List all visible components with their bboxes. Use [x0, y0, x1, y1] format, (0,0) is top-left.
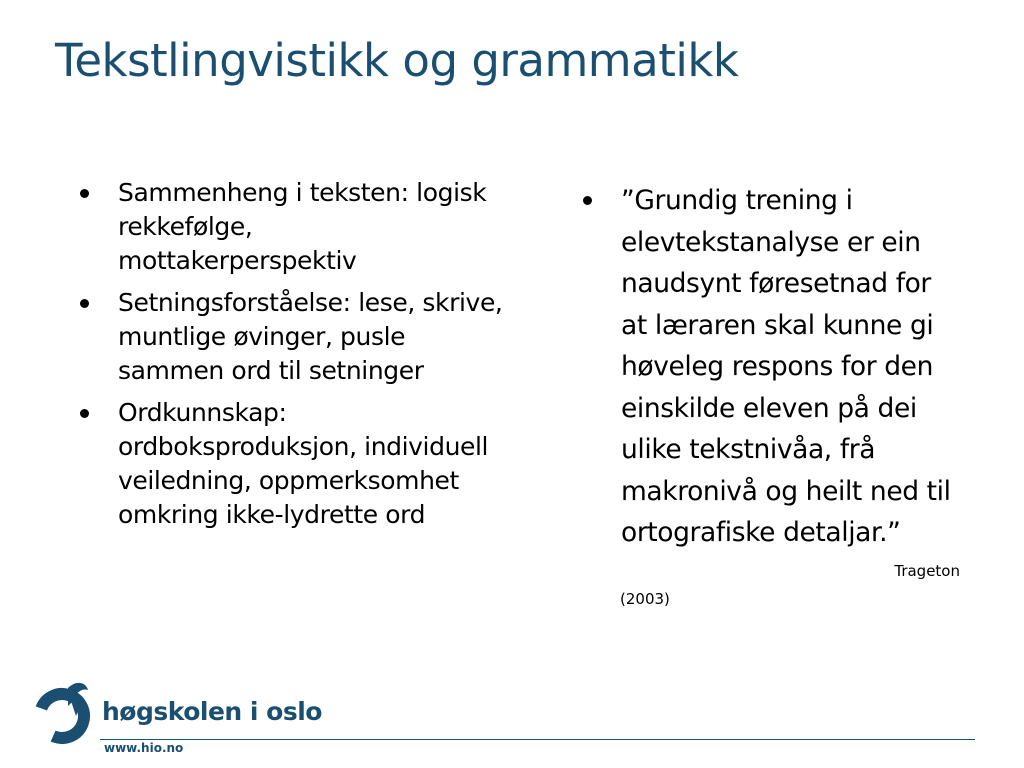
bullet-dot-icon — [80, 299, 89, 308]
left-bullet-list — [80, 176, 550, 532]
logo-wordmark: høgskolen i oslo — [102, 697, 322, 726]
left-column — [80, 176, 550, 540]
bullet-dot-icon — [80, 189, 89, 198]
bullet-line: sammen ord til setninger — [118, 356, 424, 385]
quote-line: naudsynt føresetnad for — [621, 268, 931, 299]
bullet-line: ordboksproduksjon, individuell — [118, 432, 489, 461]
quote-line: høveleg respons for den — [621, 351, 933, 382]
bullet-line: Sammenheng i teksten: logisk — [118, 178, 487, 207]
hio-logo-icon — [32, 676, 96, 746]
quote-item — [583, 180, 983, 554]
bullet-item-vocabulary — [80, 396, 550, 532]
footer-divider — [100, 739, 975, 740]
citation-author: Trageton — [894, 562, 960, 580]
quote-line: ulike tekstnivåa, frå — [621, 434, 876, 465]
bullet-item-sentence-understanding — [80, 286, 550, 388]
slide-title: Tekstlingvistikk og grammatikk — [55, 34, 739, 87]
quote-line: einskilde eleven på dei — [621, 392, 917, 424]
bullet-line: Setningsforståelse: lese, skrive, — [118, 288, 503, 317]
quote-line: ortografiske detaljar.” — [621, 517, 901, 548]
quote-line: ”Grundig trening i — [621, 185, 853, 216]
bullet-item-coherence — [80, 176, 550, 278]
quote-line: makronivå og heilt ned til — [621, 475, 951, 507]
citation-year: (2003) — [620, 590, 670, 608]
bullet-dot-icon — [583, 196, 592, 205]
bullet-line: veiledning, oppmerksomhet — [118, 466, 459, 495]
bullet-line: mottakerperspektiv — [118, 246, 357, 275]
bullet-line: Ordkunnskap: — [118, 398, 287, 427]
bullet-line: muntlige øvinger, pusle — [118, 322, 406, 351]
quote-line: at læraren skal kunne gi — [621, 309, 934, 341]
footer-url[interactable]: www.hio.no — [104, 741, 184, 755]
bullet-line: rekkefølge, — [118, 212, 253, 241]
right-column — [583, 180, 983, 554]
quote-line: elevtekstanalyse er ein — [621, 226, 921, 258]
bullet-dot-icon — [80, 409, 89, 418]
bullet-line: omkring ikke-lydrette ord — [118, 500, 426, 529]
quote-list — [583, 180, 983, 554]
